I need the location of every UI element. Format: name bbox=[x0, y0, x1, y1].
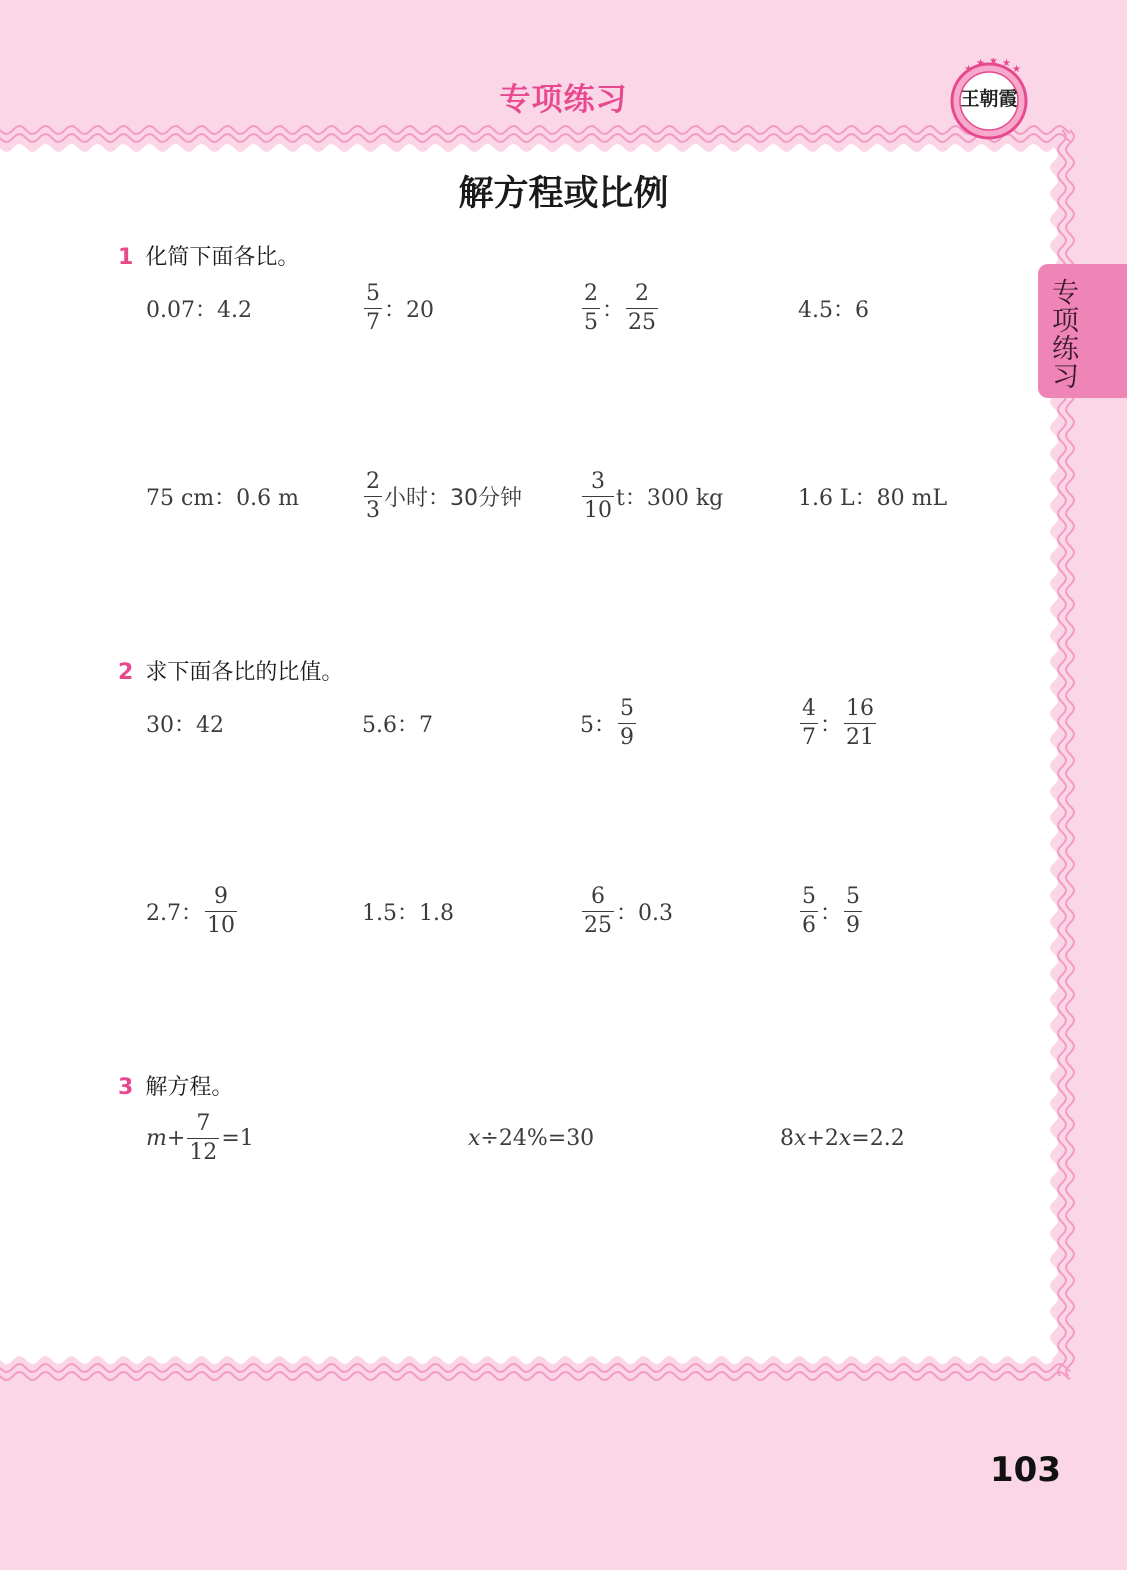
fraction: $\frac{2}{25}$ bbox=[628, 280, 657, 335]
exercise-item bbox=[580, 466, 723, 526]
item-text: 小时：30分钟 bbox=[384, 485, 522, 511]
exercise-item bbox=[580, 278, 660, 338]
fraction: $\frac{3}{10}$ bbox=[584, 468, 612, 523]
svg-text:★: ★ bbox=[989, 58, 998, 67]
ratio-colon: ： bbox=[820, 712, 843, 738]
item-text: 0.07：4.2 bbox=[146, 297, 252, 323]
item-text: 2.7： bbox=[146, 900, 203, 926]
exercise-item bbox=[362, 693, 433, 753]
question-number: 3 bbox=[118, 1075, 134, 1100]
item-text: +2 bbox=[806, 1125, 839, 1151]
exercise-item bbox=[798, 881, 864, 941]
ratio-colon: ： bbox=[820, 900, 843, 926]
section-label: 专项练习 bbox=[499, 82, 628, 118]
equation-item bbox=[780, 1108, 905, 1168]
fraction: $\frac{6}{25}$ bbox=[584, 883, 612, 938]
item-text: 30：42 bbox=[146, 712, 224, 738]
item-text: ÷24%=30 bbox=[480, 1125, 595, 1151]
exercise-item bbox=[798, 466, 947, 526]
item-text: 5.6：7 bbox=[362, 712, 433, 738]
logo-badge bbox=[948, 58, 1030, 140]
exercise-item bbox=[146, 693, 224, 753]
item-text: 1.5：1.8 bbox=[362, 900, 454, 926]
page-title: 解方程或比例 bbox=[458, 174, 669, 214]
svg-text:★: ★ bbox=[964, 64, 973, 75]
svg-text:★: ★ bbox=[976, 58, 985, 69]
svg-text:★: ★ bbox=[1002, 58, 1011, 69]
item-text: 8 bbox=[780, 1125, 794, 1151]
fraction: $\frac{4}{7}$ bbox=[802, 695, 816, 750]
fraction: $\frac{5}{7}$ bbox=[366, 280, 380, 335]
variable: m bbox=[146, 1125, 167, 1151]
item-text: 75 cm：0.6 m bbox=[146, 485, 300, 511]
item-text: 4.5：6 bbox=[798, 297, 869, 323]
exercise-item bbox=[798, 278, 869, 338]
exercise-item bbox=[798, 693, 878, 753]
exercise-item bbox=[146, 466, 299, 526]
fraction: $\frac{2}{5}$ bbox=[584, 280, 598, 335]
question-prompt: 解方程。 bbox=[145, 1075, 234, 1100]
question-1-heading bbox=[118, 240, 299, 271]
exercise-item bbox=[362, 881, 454, 941]
question-3-heading bbox=[118, 1070, 233, 1101]
item-text: t：300 kg bbox=[616, 485, 724, 511]
exercise-item bbox=[580, 693, 638, 753]
question-2-heading bbox=[118, 655, 343, 686]
question-number: 1 bbox=[118, 245, 134, 270]
fraction: $\frac{5}{6}$ bbox=[802, 883, 816, 938]
fraction: $\frac{9}{10}$ bbox=[207, 883, 235, 938]
item-text: 5： bbox=[580, 712, 616, 738]
side-tab-label: 专项练习 bbox=[1047, 278, 1078, 390]
question-number: 2 bbox=[118, 660, 134, 685]
item-text: ：0.3 bbox=[616, 900, 673, 926]
exercise-item bbox=[362, 278, 434, 338]
logo-text: 王朝霞 bbox=[960, 88, 1018, 110]
svg-text:★: ★ bbox=[1012, 64, 1021, 75]
equation-item bbox=[468, 1108, 594, 1168]
fraction: $\frac{2}{3}$ bbox=[366, 468, 380, 523]
operator: + bbox=[166, 1125, 186, 1151]
variable: x bbox=[838, 1125, 852, 1151]
fraction: $\frac{5}{9}$ bbox=[620, 695, 634, 750]
variable: x bbox=[468, 1125, 481, 1151]
exercise-item bbox=[146, 881, 239, 941]
item-text: =1 bbox=[221, 1125, 254, 1151]
question-prompt: 求下面各比的比值。 bbox=[145, 660, 344, 685]
equation-item bbox=[146, 1108, 254, 1168]
fraction: $\frac{16}{21}$ bbox=[846, 695, 875, 750]
exercise-item bbox=[362, 466, 522, 526]
exercise-item bbox=[580, 881, 673, 941]
variable: x bbox=[794, 1125, 807, 1151]
ratio-colon: ： bbox=[602, 297, 625, 323]
fraction: $\frac{7}{12}$ bbox=[189, 1110, 218, 1165]
item-text: 1.6 L：80 mL bbox=[798, 485, 948, 511]
item-text: =2.2 bbox=[851, 1125, 905, 1151]
item-text: ：20 bbox=[384, 297, 434, 323]
exercise-item bbox=[146, 278, 252, 338]
page-number: 103 bbox=[990, 1450, 1061, 1490]
question-prompt: 化简下面各比。 bbox=[145, 245, 300, 270]
fraction: $\frac{5}{9}$ bbox=[846, 883, 861, 938]
side-tab bbox=[1038, 264, 1127, 398]
